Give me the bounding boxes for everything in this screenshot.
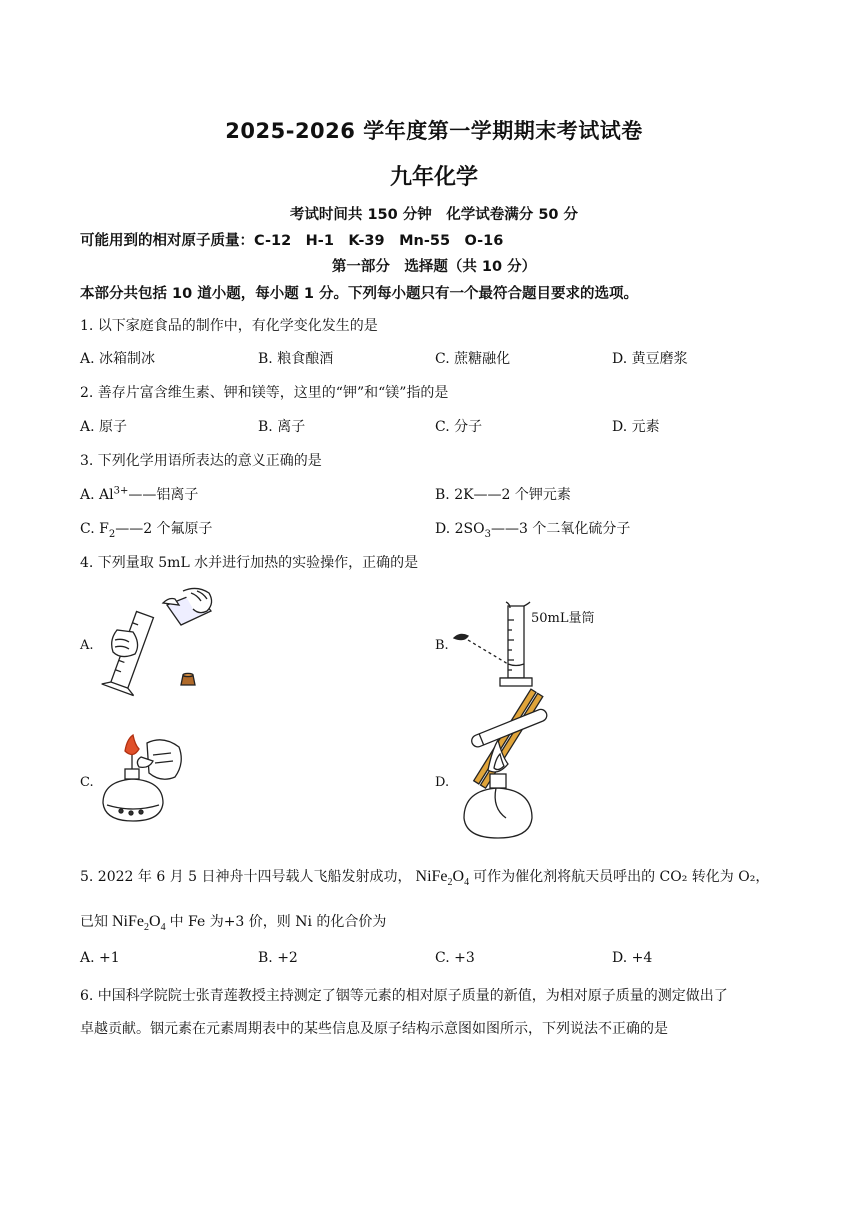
q5-stem-line1: 5. 2022 年 6 月 5 日神舟十四号载人飞船发射成功， $NiFe_2O_4$ 可作为催化剂将航天员呼出的 CO₂ 转化为 O₂， <box>80 868 770 889</box>
q5-formula-2: $NiFe_2O_4$ <box>112 913 166 934</box>
q6-stem-line2: 卓越贡献。铟元素在元素周期表中的某些信息及原子结构示意图如图所示，下列说法不正确的是 <box>80 1021 668 1037</box>
q1-stem: 1. 以下家庭食品的制作中，有化学变化发生的是 <box>80 318 378 334</box>
q5-option-d: D. +4 <box>612 950 653 966</box>
q4-label-a: A. <box>80 638 94 653</box>
q5-option-c: C. +3 <box>435 950 475 966</box>
q4-label-b: B. <box>435 638 449 653</box>
exam-subject: 九年化学 <box>389 165 478 190</box>
q3-option-a: A. $Al^{3+}——$铝离子 <box>80 485 199 503</box>
q5-option-b: B. +2 <box>258 950 298 966</box>
q5-option-a: A. +1 <box>80 950 120 966</box>
q3-option-b: B. 2K——2 个钾元素 <box>435 487 571 503</box>
q2-option-d: D. 元素 <box>612 419 660 435</box>
part1-instruction: 本部分共包括 10 道小题，每小题 1 分。下列每小题只有一个最符合题目要求的选项。 <box>80 286 638 302</box>
q2-option-c: C. 分子 <box>435 419 483 435</box>
q5-formula: $NiFe_2O_4$ <box>415 868 470 889</box>
figure-d-test-tube-heating-icon <box>450 700 570 845</box>
q4-stem: 4. 下列量取 5mL 水并进行加热的实验操作，正确的是 <box>80 555 419 571</box>
q5-stem-line2: 已知 $NiFe_2O_4$ 中 Fe 为+3 价，则 Ni 的化合价为 <box>80 913 387 934</box>
figure-c-alcohol-lamp-icon <box>95 735 195 830</box>
q6-stem-line1: 6. 中国科学院院士张青莲教授主持测定了铟等元素的相对原子质量的新值，为相对原子质量的测定做出了 <box>80 988 728 1004</box>
exam-title: 2025-2026 学年度第一学期期末考试试卷 <box>225 119 643 143</box>
cylinder-label: 50mL量筒 <box>531 611 595 626</box>
atomic-masses: 可能用到的相对原子质量：C-12 H-1 K-39 Mn-55 O-16 <box>80 233 504 249</box>
q3-stem: 3. 下列化学用语所表达的意义正确的是 <box>80 453 322 469</box>
q1-option-b: B. 粮食酿酒 <box>258 351 334 367</box>
figure-a-pouring-icon <box>95 585 225 700</box>
part1-heading: 第一部分 选择题（共 10 分） <box>331 259 537 275</box>
q2-option-b: B. 离子 <box>258 419 306 435</box>
q4-label-d: D. <box>435 775 450 790</box>
exam-info: 考试时间共 150 分钟 化学试卷满分 50 分 <box>289 207 579 223</box>
q1-option-d: D. 黄豆磨浆 <box>612 351 688 367</box>
q1-option-c: C. 蔗糖融化 <box>435 351 511 367</box>
q3-option-c: C. $F_2——2$ 个氟原子 <box>80 521 213 540</box>
q1-option-a: A. 冰箱制冰 <box>80 351 156 367</box>
q2-stem: 2. 善存片富含维生素、钾和镁等，这里的“钾”和“镁”指的是 <box>80 385 449 401</box>
q4-label-c: C. <box>80 775 94 790</box>
q2-option-a: A. 原子 <box>80 419 128 435</box>
q3-option-d: D. $2SO_3——3$ 个二氧化硫分子 <box>435 521 631 540</box>
